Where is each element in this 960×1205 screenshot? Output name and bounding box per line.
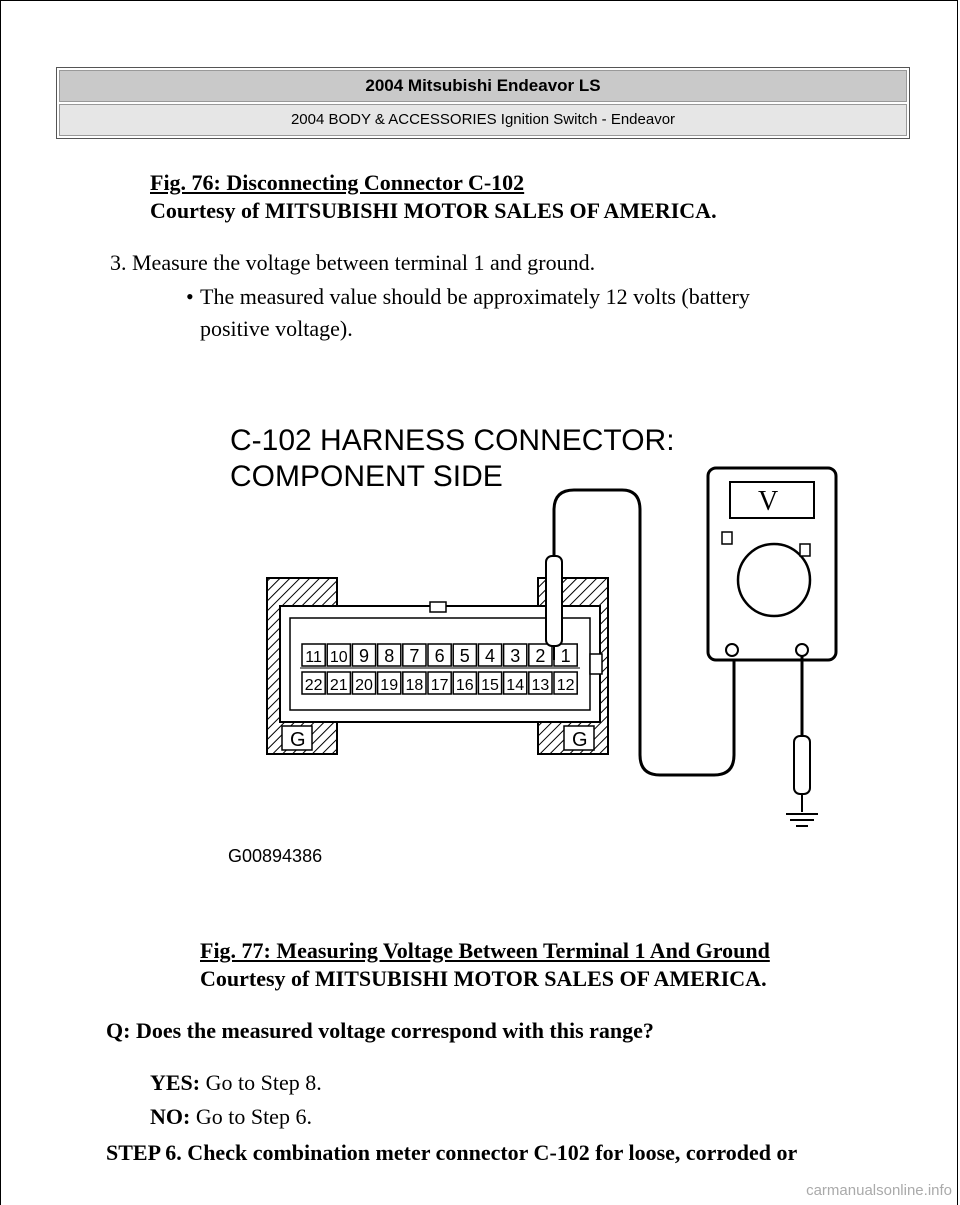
terminal-number: 11: [305, 649, 322, 666]
diagram-title-line1: C-102 HARNESS CONNECTOR:: [230, 424, 675, 457]
meter-symbol: V: [758, 486, 779, 517]
terminal-number: 18: [405, 677, 424, 694]
fig77-courtesy: Courtesy of MITSUBISHI MOTOR SALES OF AMERICA.: [200, 966, 767, 991]
terminal-number: 13: [531, 677, 550, 694]
diagram-code: G00894386: [228, 846, 323, 866]
terminal-number: 16: [455, 677, 474, 694]
terminal-number: 4: [484, 646, 496, 666]
no-label: NO:: [150, 1104, 191, 1129]
diagram-title-line2: COMPONENT SIDE: [230, 460, 503, 493]
terminal-number: 15: [481, 677, 499, 694]
fig76-caption: Fig. 76: Disconnecting Connector C-102: [150, 170, 525, 195]
terminal-number: 3: [510, 646, 521, 666]
terminal-number: 1: [560, 646, 571, 666]
header-subtitle: 2004 BODY & ACCESSORIES Ignition Switch - Endeavor: [59, 104, 907, 136]
step3-bullet-line2: positive voltage).: [200, 316, 353, 341]
terminal-number: 19: [380, 677, 399, 694]
terminal-number: 21: [329, 677, 348, 694]
ground-label-right: G: [572, 729, 588, 751]
yes-label: YES:: [150, 1070, 201, 1095]
terminal-number: 8: [384, 646, 395, 666]
header-title: 2004 Mitsubishi Endeavor LS: [59, 70, 907, 102]
terminal-number: 12: [556, 677, 575, 694]
no-text: Go to Step 6.: [190, 1104, 312, 1129]
fig77-caption: Fig. 77: Measuring Voltage Between Terminal 1 And Ground: [200, 938, 770, 963]
terminal-number: 7: [409, 646, 420, 666]
question-text: Q: Does the measured voltage correspond with this range?: [106, 1018, 654, 1043]
fig76-courtesy: Courtesy of MITSUBISHI MOTOR SALES OF AMERICA.: [150, 198, 717, 223]
step3-bullet-line1: The measured value should be approximately 12 volts (battery: [200, 284, 750, 309]
terminal-row-bottom: [302, 672, 577, 694]
terminal-number: 22: [304, 677, 323, 694]
document-header: [56, 67, 910, 139]
terminal-number: 2: [535, 646, 546, 666]
terminal-number: 6: [434, 646, 445, 666]
probe-ground: [786, 656, 818, 826]
terminal-number: 14: [506, 677, 525, 694]
bullet-icon: •: [186, 284, 194, 309]
terminal-number: 9: [358, 646, 370, 666]
watermark: carmanualsonline.info: [806, 1182, 952, 1199]
answer-no: [150, 1104, 312, 1130]
answer-yes: [150, 1070, 322, 1096]
harness-connector-diagram: [210, 410, 850, 890]
terminal-number: 17: [430, 677, 449, 694]
terminal-row-top: [302, 644, 577, 666]
ground-label-left: G: [290, 729, 306, 751]
multimeter: [708, 468, 836, 660]
step3-text: 3. Measure the voltage between terminal 1 and ground.: [110, 250, 596, 275]
terminal-number: 5: [459, 646, 470, 666]
step6-heading: STEP 6. Check combination meter connector C-102 for loose, corroded or: [106, 1140, 798, 1165]
terminal-number: 10: [329, 649, 348, 666]
terminal-number: 20: [355, 677, 373, 694]
yes-text: Go to Step 8.: [200, 1070, 322, 1095]
